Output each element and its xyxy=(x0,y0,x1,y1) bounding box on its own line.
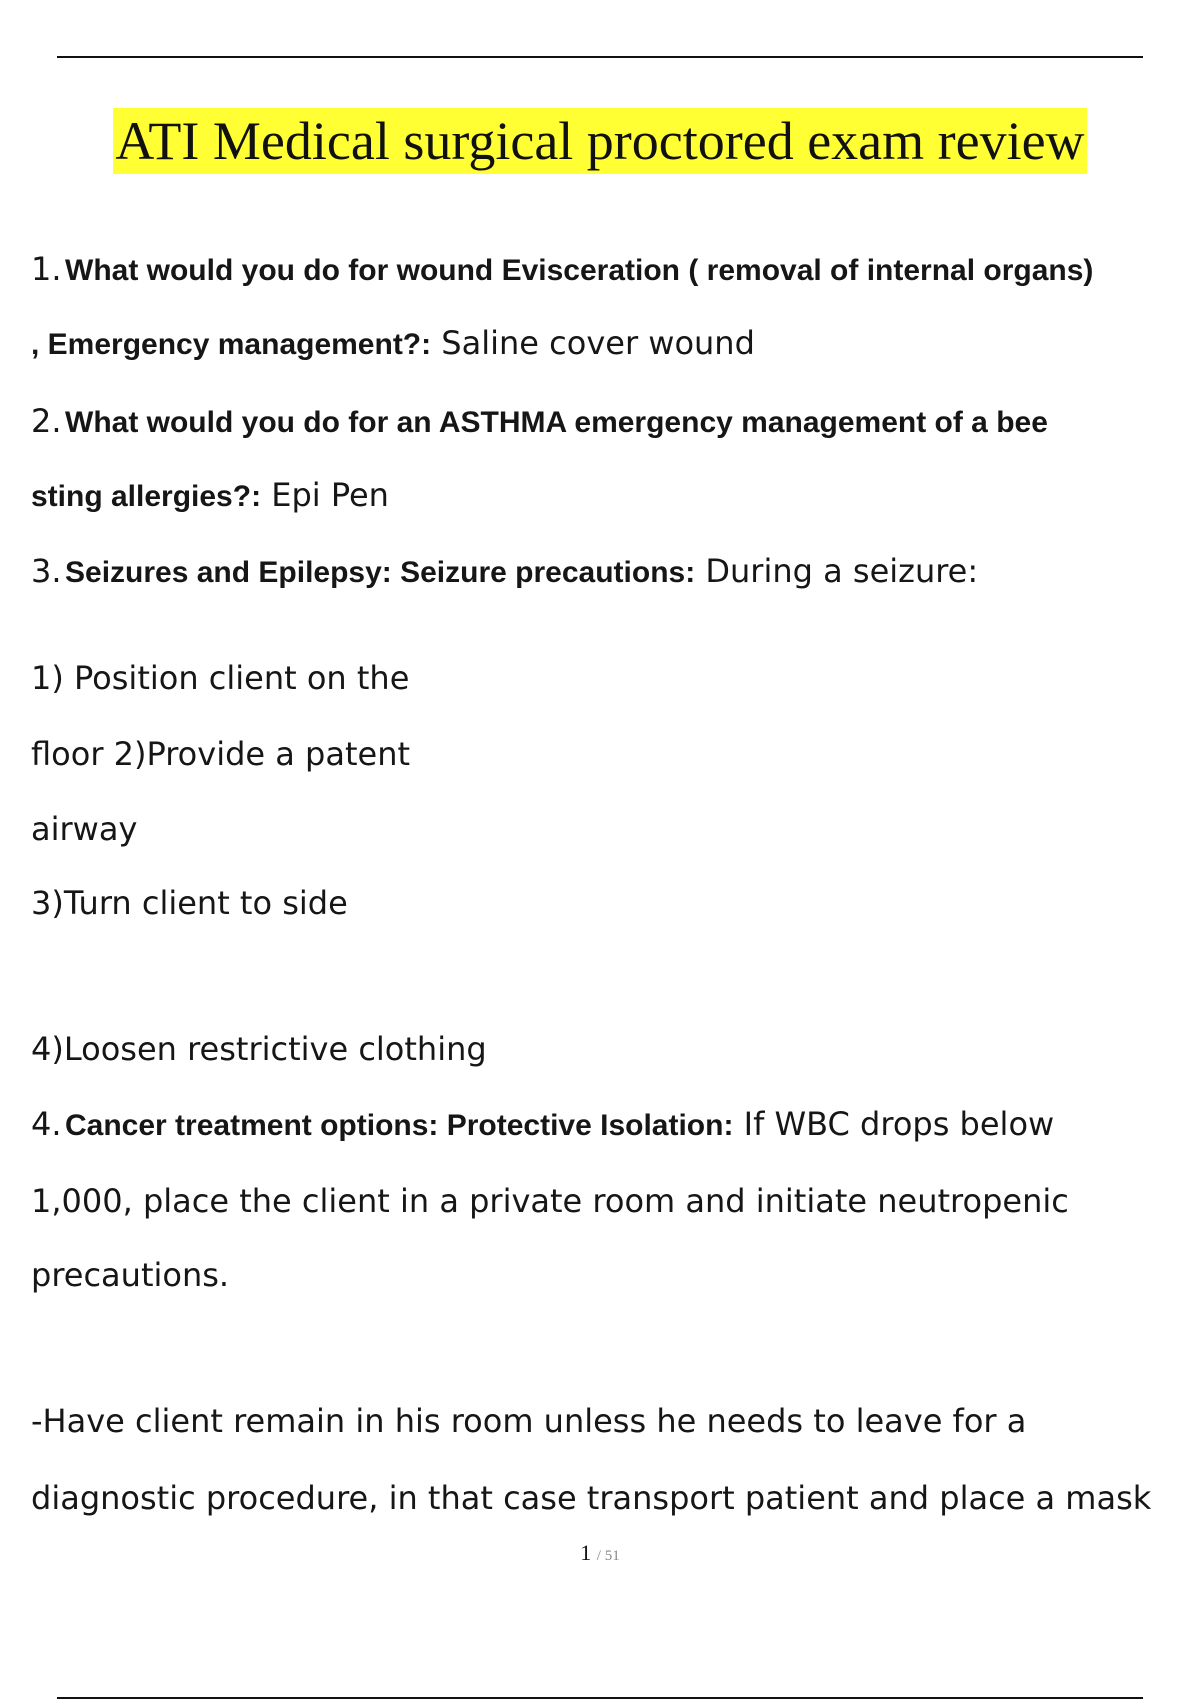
item-3-line-1 xyxy=(31,551,978,593)
item-4-line-1 xyxy=(31,1104,1054,1146)
item-2-answer: Epi Pen xyxy=(271,476,389,514)
item-3-step: 1) Position client on the xyxy=(31,659,410,697)
item-4-answer-cont: precautions. xyxy=(31,1256,230,1294)
item-4-question: Cancer treatment options: Protective Isolation: xyxy=(65,1109,734,1142)
title-container xyxy=(0,108,1200,174)
item-1-line-1 xyxy=(31,249,1093,291)
item-1-answer: Saline cover wound xyxy=(441,324,755,362)
item-3-step: airway xyxy=(31,810,138,848)
item-4-answer: If WBC drops below xyxy=(743,1105,1055,1143)
item-2-question: What would you do for an ASTHMA emergency management of a bee xyxy=(65,406,1048,439)
page-indicator xyxy=(0,1540,1200,1566)
item-2-line-2 xyxy=(31,475,389,517)
item-1-line-2 xyxy=(31,323,755,365)
item-1-question-cont: , Emergency management?: xyxy=(31,328,432,361)
item-2-question-cont: sting allergies?: xyxy=(31,480,262,513)
item-3-step: 3)Turn client to side xyxy=(31,884,348,922)
item-2-line-1 xyxy=(31,401,1048,443)
item-1-number: 1. xyxy=(31,250,62,288)
page-current: 1 xyxy=(580,1540,592,1565)
top-rule xyxy=(57,56,1143,58)
item-1-question: What would you do for wound Evisceration ( removal of internal organs) xyxy=(65,254,1094,287)
bottom-rule xyxy=(57,1697,1143,1699)
item-3-number: 3. xyxy=(31,552,62,590)
item-4-answer-cont: 1,000, place the client in a private room and initiate neutropenic xyxy=(31,1182,1069,1220)
item-4-bullet: -Have client remain in his room unless he needs to leave for a xyxy=(31,1402,1027,1440)
item-3-step: 4)Loosen restrictive clothing xyxy=(31,1030,487,1068)
item-2-number: 2. xyxy=(31,402,62,440)
item-4-bullet-cont: diagnostic procedure, in that case transport patient and place a mask xyxy=(31,1479,1152,1517)
page-total: / 51 xyxy=(596,1548,620,1564)
item-3-question: Seizures and Epilepsy: Seizure precautions: xyxy=(65,556,696,589)
item-3-step: floor 2)Provide a patent xyxy=(31,735,411,773)
document-title: ATI Medical surgical proctored exam review xyxy=(113,108,1086,174)
item-3-answer: During a seizure: xyxy=(705,552,979,590)
item-4-number: 4. xyxy=(31,1105,62,1143)
